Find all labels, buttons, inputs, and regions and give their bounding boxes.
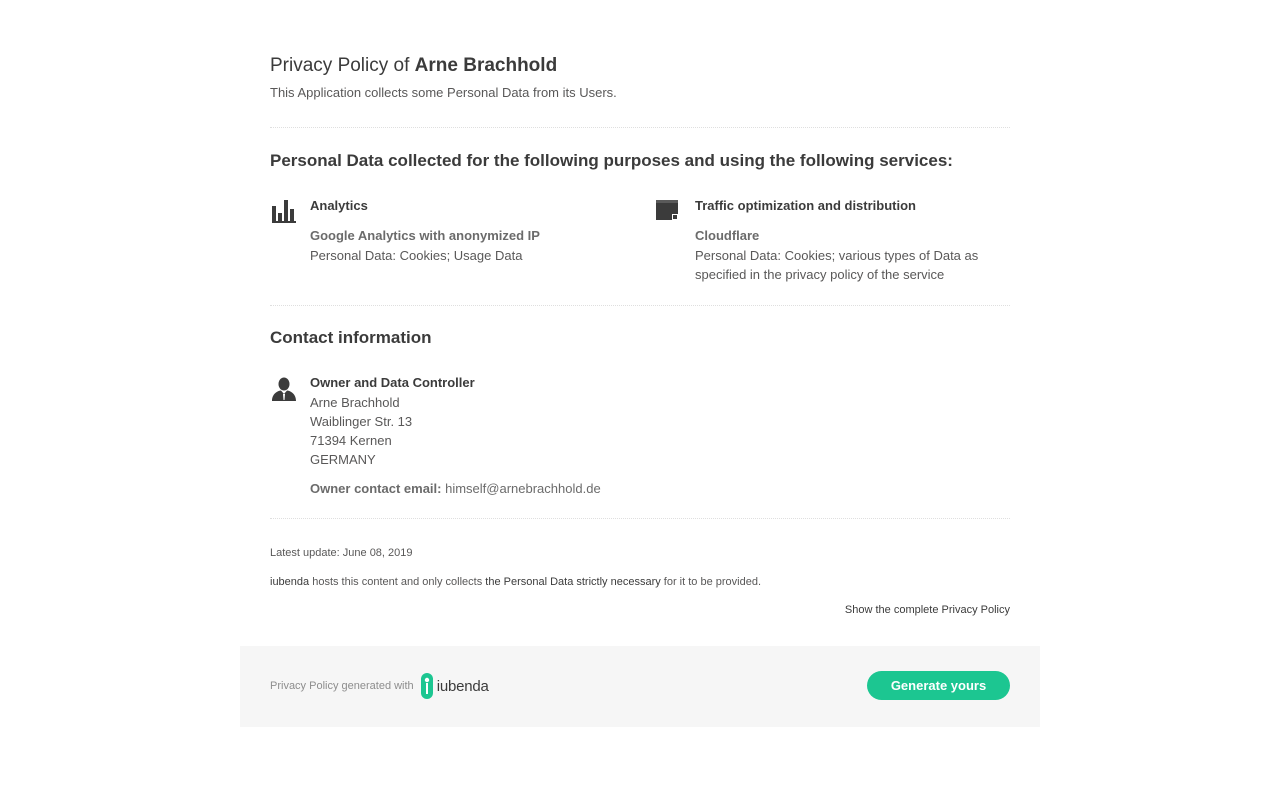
email-value[interactable]: himself@arnebrachhold.de (445, 481, 601, 496)
service-data: Personal Data: Cookies; various types of Data as specified in the privacy policy of the service (695, 248, 979, 282)
service-data: Personal Data: Cookies; Usage Data (310, 248, 523, 263)
iubenda-logo[interactable] (421, 673, 489, 699)
page-title (270, 54, 1010, 78)
contact-section (270, 306, 1010, 519)
window-icon (655, 198, 681, 224)
address-line: 71394 Kernen (310, 433, 392, 448)
purpose-heading: Traffic optimization and distribution (695, 198, 916, 213)
generated-with (270, 672, 489, 700)
service-name: Google Analytics with anonymized IP (310, 228, 540, 243)
purposes-section (270, 128, 1010, 306)
strictly-necessary-link[interactable]: the Personal Data strictly necessary (485, 576, 661, 588)
show-complete-policy-link[interactable]: Show the complete Privacy Policy (844, 604, 1010, 616)
owner-name: Arne Brachhold (414, 55, 558, 76)
purpose-traffic (655, 198, 1010, 284)
purposes-list (270, 198, 1010, 284)
purposes-title: Personal Data collected for the following purposes and using the following services: (270, 151, 953, 170)
iubenda-keyhole-icon (421, 673, 433, 699)
hosting-text-end: for it to be provided. (660, 576, 762, 588)
email-label: Owner contact email: (310, 481, 442, 496)
owner-heading: Owner and Data Controller (310, 375, 475, 390)
address-line: GERMANY (310, 452, 376, 467)
hosting-notice (270, 575, 1010, 589)
title-prefix: Privacy Policy of (270, 55, 410, 76)
owner-email-row (310, 480, 1010, 497)
privacy-policy-container (270, 0, 1010, 618)
show-complete-row (270, 600, 1010, 618)
person-icon (271, 376, 297, 402)
generate-yours-button[interactable]: Generate yours (867, 671, 1010, 700)
iubenda-footer (240, 646, 1040, 727)
latest-update: Latest update: June 08, 2019 (270, 547, 413, 559)
purpose-heading: Analytics (310, 198, 368, 213)
hosting-text: hosts this content and only collects (309, 576, 486, 588)
service-name: Cloudflare (695, 228, 760, 243)
contact-title: Contact information (270, 328, 432, 347)
address-line: Arne Brachhold (310, 395, 400, 410)
owner-address (310, 393, 1010, 469)
policy-header (270, 0, 1010, 128)
page-subtitle: This Application collects some Personal Data from its Users. (270, 85, 617, 100)
iubenda-link[interactable]: iubenda (270, 576, 310, 588)
purpose-analytics (270, 198, 655, 284)
address-line: Waiblinger Str. 13 (310, 414, 413, 429)
iubenda-logo-text: iubenda (436, 677, 489, 695)
policy-meta (270, 519, 1010, 618)
owner-contact (270, 375, 1010, 497)
bar-chart-icon (271, 198, 297, 224)
generated-with-text: Privacy Policy generated with (270, 680, 414, 692)
